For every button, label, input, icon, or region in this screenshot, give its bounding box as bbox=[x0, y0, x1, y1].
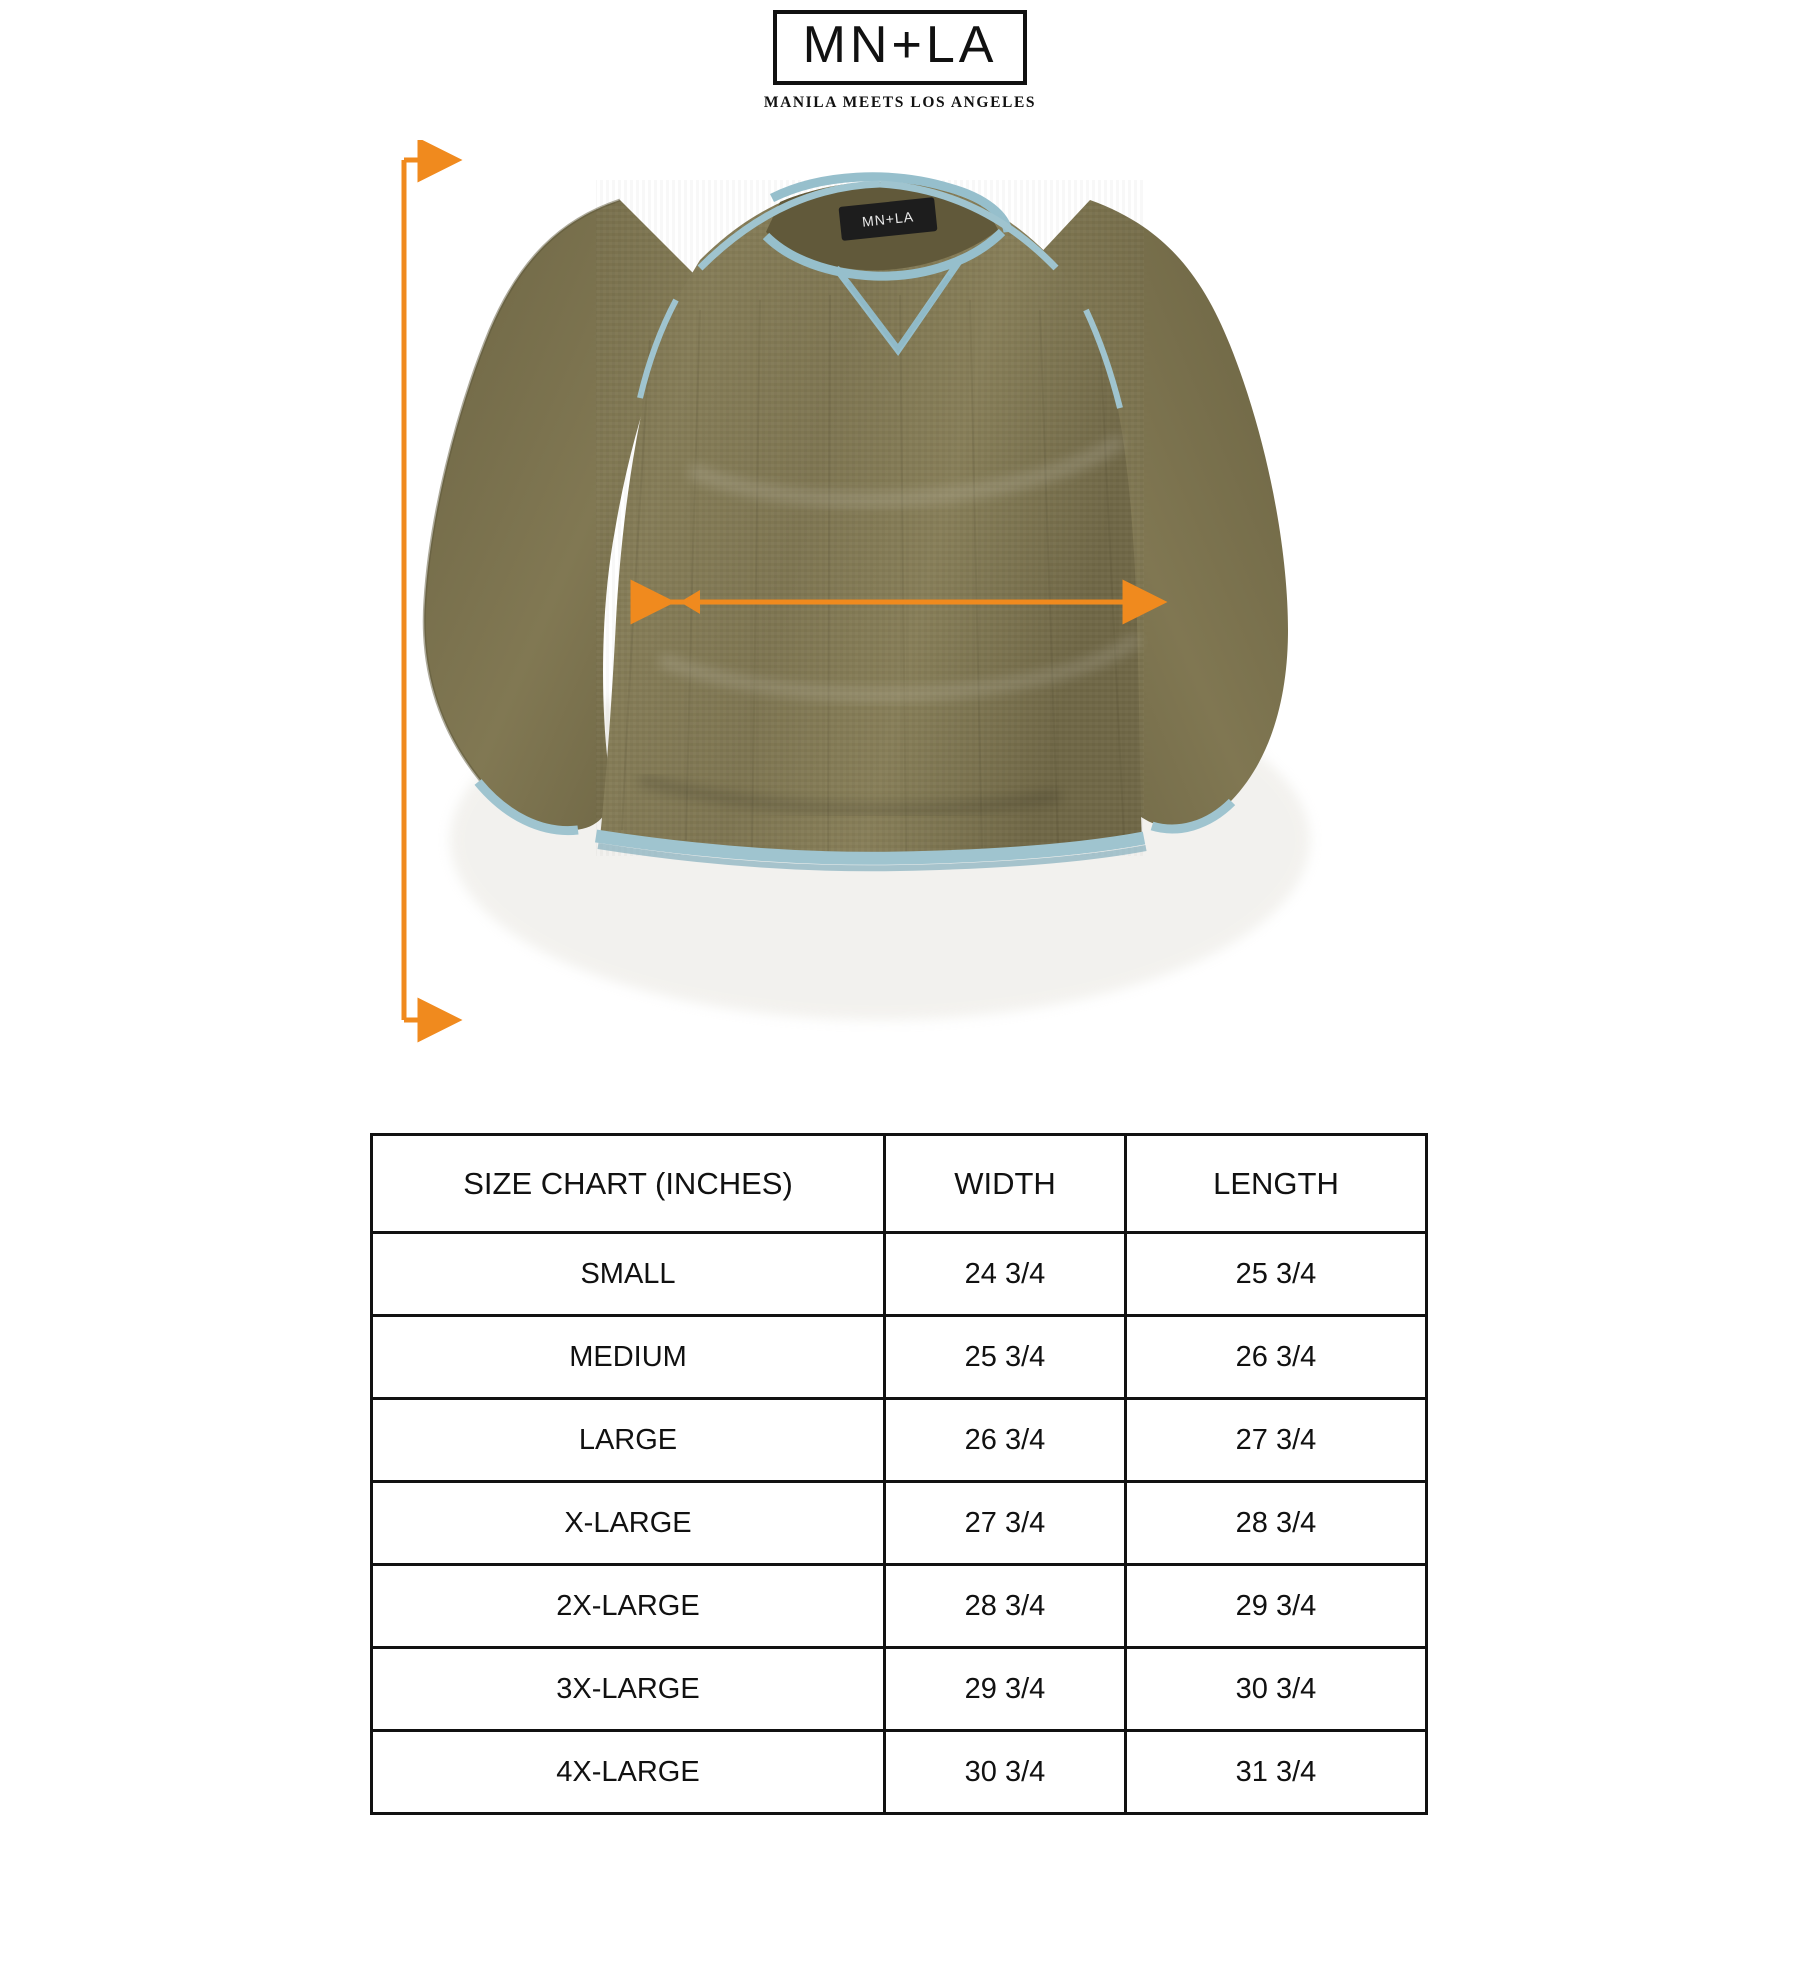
cell-size: 4X-LARGE bbox=[372, 1731, 885, 1814]
cell-size: 3X-LARGE bbox=[372, 1648, 885, 1731]
cell-width: 24 3/4 bbox=[885, 1233, 1126, 1316]
cell-width: 27 3/4 bbox=[885, 1482, 1126, 1565]
header-size-chart: SIZE CHART (INCHES) bbox=[372, 1135, 885, 1233]
garment-illustration bbox=[0, 140, 1800, 1100]
cell-size: MEDIUM bbox=[372, 1316, 885, 1399]
cell-size: X-LARGE bbox=[372, 1482, 885, 1565]
header-length: LENGTH bbox=[1126, 1135, 1427, 1233]
cell-size: LARGE bbox=[372, 1399, 885, 1482]
cell-size: 2X-LARGE bbox=[372, 1565, 885, 1648]
table-row bbox=[372, 1648, 1427, 1731]
cell-size: SMALL bbox=[372, 1233, 885, 1316]
cell-length: 25 3/4 bbox=[1126, 1233, 1427, 1316]
cell-length: 29 3/4 bbox=[1126, 1565, 1427, 1648]
cell-length: 26 3/4 bbox=[1126, 1316, 1427, 1399]
cell-width: 29 3/4 bbox=[885, 1648, 1126, 1731]
cell-width: 25 3/4 bbox=[885, 1316, 1126, 1399]
cell-length: 27 3/4 bbox=[1126, 1399, 1427, 1482]
cell-width: 30 3/4 bbox=[885, 1731, 1126, 1814]
cell-length: 28 3/4 bbox=[1126, 1482, 1427, 1565]
header-width: WIDTH bbox=[885, 1135, 1126, 1233]
brand-tagline: MANILA MEETS LOS ANGELES bbox=[763, 93, 1037, 111]
svg-text:MN+LA: MN+LA bbox=[861, 208, 915, 230]
table-row bbox=[372, 1731, 1427, 1814]
table-row bbox=[372, 1565, 1427, 1648]
table-row bbox=[372, 1482, 1427, 1565]
brand-logo-text: MN+LA bbox=[802, 16, 998, 74]
table-row bbox=[372, 1316, 1427, 1399]
cell-width: 26 3/4 bbox=[885, 1399, 1126, 1482]
brand-header bbox=[0, 10, 1800, 112]
cell-length: 31 3/4 bbox=[1126, 1731, 1427, 1814]
table-row bbox=[372, 1233, 1427, 1316]
size-chart-table bbox=[370, 1133, 1428, 1815]
table-row bbox=[372, 1399, 1427, 1482]
size-chart-table-wrapper bbox=[370, 1133, 1425, 1815]
product-photo bbox=[0, 140, 1800, 1100]
brand-logo-box bbox=[773, 10, 1028, 85]
cell-length: 30 3/4 bbox=[1126, 1648, 1427, 1731]
cell-width: 28 3/4 bbox=[885, 1565, 1126, 1648]
table-header-row bbox=[372, 1135, 1427, 1233]
